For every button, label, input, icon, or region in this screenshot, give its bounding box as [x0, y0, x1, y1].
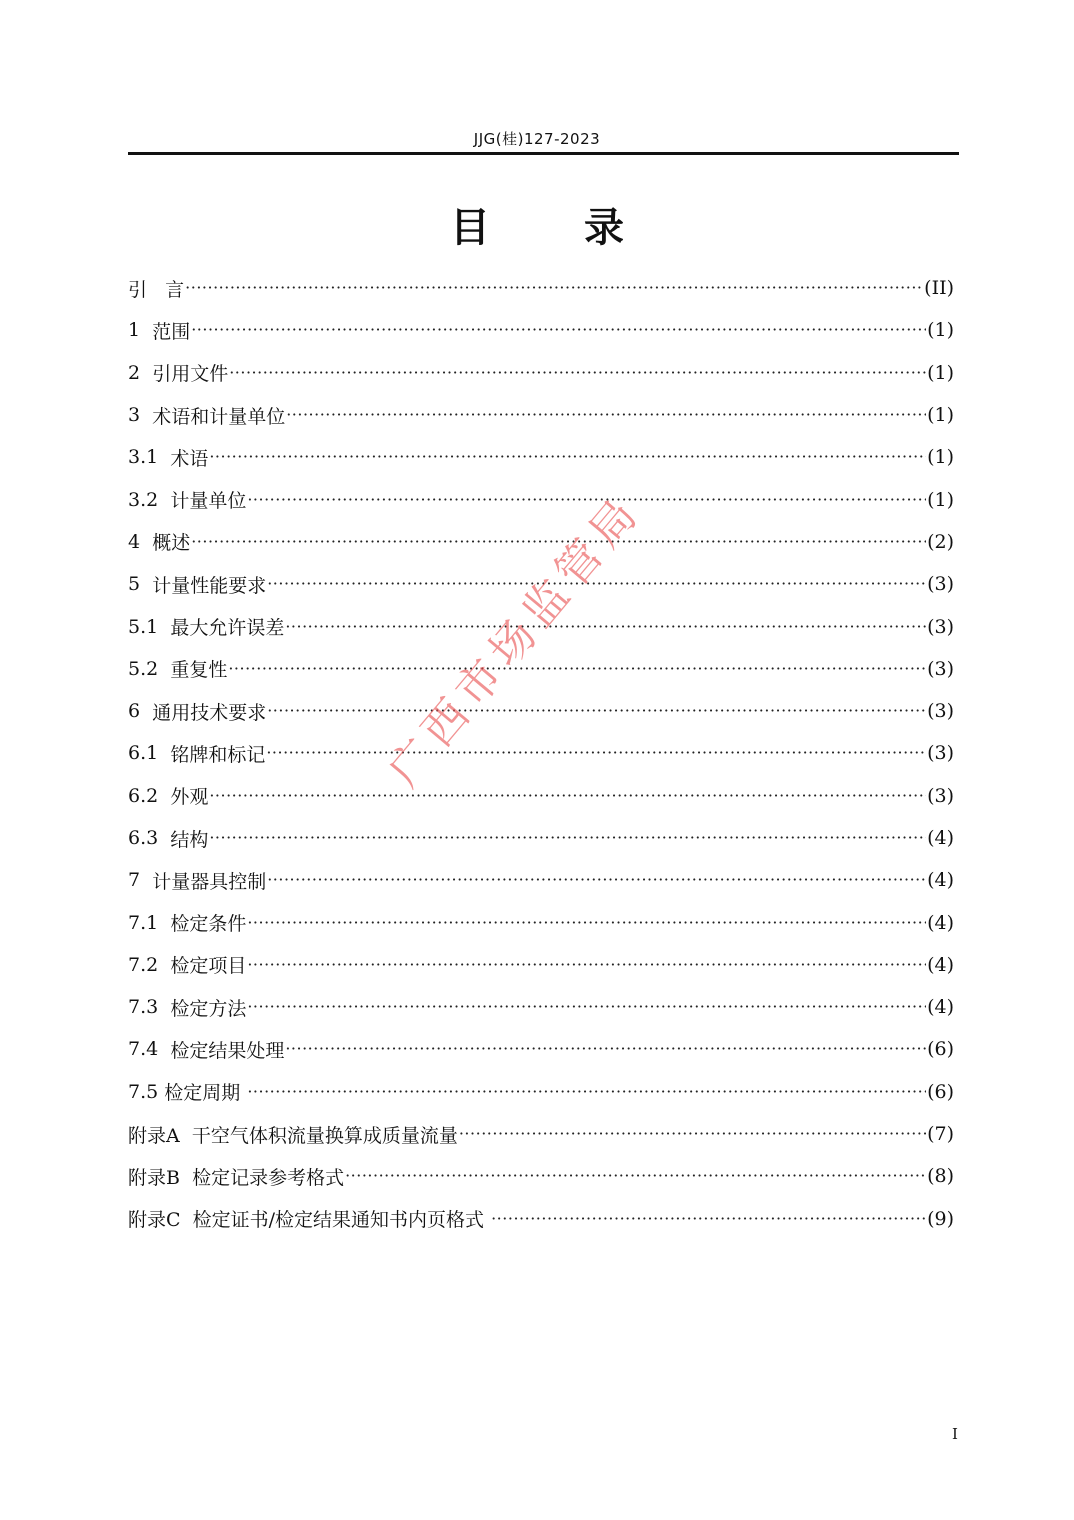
- toc-dot-leader: [209, 449, 926, 465]
- toc-entry-spacer: [158, 996, 170, 1018]
- toc-entry-number: 6: [128, 700, 141, 723]
- toc-entry[interactable]: [128, 352, 954, 394]
- table-of-contents: [128, 267, 954, 1240]
- toc-entry-page: (1): [927, 319, 954, 342]
- toc-entry[interactable]: [128, 775, 954, 817]
- toc-entry-page: (3): [927, 573, 954, 596]
- toc-dot-leader: [267, 872, 926, 888]
- toc-entry-number: 7.2: [128, 953, 159, 976]
- toc-entry-number: 7: [128, 869, 141, 892]
- toc-dot-leader: [247, 999, 926, 1015]
- toc-entry-number: 6.2: [128, 784, 159, 807]
- toc-entry-page: (1): [927, 404, 954, 427]
- toc-entry-page: (II): [924, 277, 954, 300]
- toc-entry-page: (3): [927, 700, 954, 723]
- toc-entry-page: (2): [927, 530, 954, 553]
- toc-entry-number: 7.5: [128, 1080, 159, 1103]
- toc-entry-title: 计量性能要求: [152, 574, 267, 597]
- toc-dot-leader: [459, 1126, 926, 1142]
- toc-entry-spacer: [181, 1208, 193, 1230]
- toc-entry-title: 言: [165, 278, 185, 301]
- toc-entry-page: (6): [927, 1080, 954, 1103]
- toc-entry-number: 引: [128, 278, 148, 301]
- toc-entry[interactable]: [128, 690, 954, 732]
- toc-entry[interactable]: [128, 944, 954, 986]
- toc-entry-title: 检定方法: [170, 997, 247, 1020]
- toc-entry-title: 检定记录参考格式: [192, 1166, 345, 1189]
- toc-entry-number: 5: [128, 573, 141, 596]
- toc-entry-spacer: [158, 446, 170, 468]
- toc-entry-page: (1): [927, 446, 954, 469]
- toc-entry[interactable]: [128, 436, 954, 478]
- toc-entry-page: (4): [927, 953, 954, 976]
- toc-entry[interactable]: [128, 1071, 954, 1113]
- toc-entry-title: 干空气体积流量换算成质量流量: [191, 1124, 458, 1147]
- toc-entry-spacer: [140, 362, 152, 384]
- toc-entry[interactable]: [128, 648, 954, 690]
- toc-dot-leader: [285, 619, 926, 635]
- toc-entry-title: 重复性: [170, 659, 228, 682]
- toc-entry[interactable]: [128, 1198, 954, 1240]
- toc-entry-number: 3: [128, 404, 141, 427]
- toc-entry-number: 3.2: [128, 488, 159, 511]
- toc-dot-leader: [191, 534, 926, 550]
- toc-entry-spacer: [140, 531, 152, 553]
- toc-entry-page: (1): [927, 488, 954, 511]
- toc-entry-page: (3): [927, 615, 954, 638]
- toc-entry-number: 7.1: [128, 911, 159, 934]
- toc-dot-leader: [267, 703, 926, 719]
- toc-entry[interactable]: [128, 732, 954, 774]
- document-code: JJG(桂)127-2023: [473, 130, 601, 148]
- toc-entry-spacer: [158, 742, 170, 764]
- toc-entry-number: 7.4: [128, 1038, 159, 1061]
- toc-entry-spacer: [158, 954, 170, 976]
- toc-entry-number: 5.2: [128, 657, 159, 680]
- toc-entry-page: (9): [927, 1207, 954, 1230]
- watermark-stamp: 广西市场监管局: [378, 484, 652, 797]
- toc-entry-spacer: [158, 489, 170, 511]
- toc-entry-title: 引用文件: [152, 363, 229, 386]
- toc-entry[interactable]: [128, 309, 954, 351]
- toc-entry-title: 术语和计量单位: [152, 405, 286, 428]
- toc-entry-spacer: [158, 912, 170, 934]
- toc-entry[interactable]: [128, 267, 954, 309]
- toc-entry-number: 附录B: [128, 1166, 180, 1189]
- toc-entry-title: 检定项目: [170, 955, 247, 978]
- toc-entry-spacer: [158, 1038, 170, 1060]
- toc-entry-number: 6.3: [128, 827, 159, 849]
- toc-entry-number: 6.1: [128, 742, 159, 765]
- toc-entry-title: 计量器具控制: [152, 870, 267, 893]
- toc-dot-leader: [191, 322, 926, 338]
- toc-dot-leader: [247, 1084, 926, 1100]
- toc-entry-number: 4: [128, 530, 141, 553]
- toc-dot-leader: [491, 1211, 926, 1227]
- toc-entry[interactable]: [128, 986, 954, 1028]
- toc-entry[interactable]: [128, 605, 954, 647]
- toc-entry-title: 术语: [170, 447, 209, 470]
- toc-entry-title: 检定条件: [170, 913, 247, 936]
- toc-entry-page: (6): [927, 1038, 954, 1061]
- toc-entry-spacer: [158, 616, 170, 638]
- toc-entry[interactable]: [128, 859, 954, 901]
- toc-entry-spacer: [140, 319, 152, 341]
- toc-entry-page: (3): [927, 784, 954, 807]
- toc-entry-title: 通用技术要求: [152, 701, 267, 724]
- toc-dot-leader: [247, 492, 926, 508]
- toc-entry-title: 检定周期: [164, 1082, 247, 1105]
- toc-entry-title: 检定结果处理: [170, 1039, 285, 1062]
- toc-entry-spacer: [140, 573, 152, 595]
- toc-entry-number: 附录A: [128, 1124, 180, 1147]
- toc-entry-title: 检定证书/检定结果通知书内页格式: [192, 1209, 491, 1232]
- toc-entry-number: 3.1: [128, 446, 159, 469]
- toc-entry-spacer: [140, 404, 152, 426]
- toc-dot-leader: [209, 788, 926, 804]
- toc-dot-leader: [345, 1168, 926, 1184]
- toc-entry-title: 最大允许误差: [170, 617, 285, 640]
- toc-entry-title: 计量单位: [170, 490, 247, 513]
- toc-entry-spacer: [180, 1123, 192, 1145]
- toc-dot-leader: [185, 280, 923, 296]
- page-title: 目 录: [450, 204, 664, 251]
- toc-entry-spacer: [158, 658, 170, 680]
- toc-entry[interactable]: [128, 1155, 954, 1197]
- toc-entry[interactable]: [128, 1113, 954, 1155]
- toc-entry-number: 1: [128, 319, 141, 342]
- toc-entry-number: 2: [128, 361, 141, 384]
- toc-entry-page: (3): [927, 742, 954, 765]
- header-rule: [128, 152, 959, 155]
- toc-entry-number: 5.1: [128, 615, 159, 638]
- toc-entry-page: (4): [927, 827, 954, 849]
- toc-dot-leader: [267, 576, 926, 592]
- toc-entry-number: 附录C: [128, 1209, 181, 1232]
- toc-entry[interactable]: [128, 521, 954, 563]
- toc-entry-page: (4): [927, 911, 954, 934]
- toc-entry-page: (4): [927, 996, 954, 1019]
- toc-dot-leader: [286, 407, 926, 423]
- toc-entry-spacer: [158, 785, 170, 807]
- toc-entry-spacer: [140, 869, 152, 891]
- toc-entry-page: (8): [927, 1165, 954, 1188]
- toc-entry-spacer: [140, 700, 152, 722]
- toc-dot-leader: [247, 957, 926, 973]
- toc-entry-number: 7.3: [128, 996, 159, 1019]
- toc-entry[interactable]: [128, 901, 954, 943]
- toc-dot-leader: [285, 1041, 926, 1057]
- toc-entry-page: (1): [927, 361, 954, 384]
- toc-entry[interactable]: [128, 1028, 954, 1070]
- toc-entry-spacer: [158, 827, 170, 849]
- toc-entry-page: (7): [927, 1123, 954, 1146]
- toc-entry-title: 外观: [170, 786, 209, 809]
- toc-entry[interactable]: [128, 563, 954, 605]
- toc-dot-leader: [247, 915, 926, 931]
- toc-entry-title: 概述: [152, 532, 191, 555]
- toc-entry-spacer: [147, 277, 165, 299]
- toc-dot-leader: [209, 830, 926, 846]
- toc-entry-title: 范围: [152, 320, 191, 343]
- toc-entry-page: (4): [927, 869, 954, 892]
- toc-entry[interactable]: [128, 817, 954, 859]
- toc-entry-title: 铭牌和标记: [170, 743, 266, 766]
- toc-entry[interactable]: [128, 478, 954, 520]
- toc-dot-leader: [228, 661, 926, 677]
- toc-entry[interactable]: [128, 394, 954, 436]
- toc-entry-page: (3): [927, 657, 954, 680]
- page-number: I: [952, 1425, 958, 1443]
- toc-entry-title: 结构: [170, 828, 209, 851]
- toc-dot-leader: [266, 745, 926, 761]
- toc-dot-leader: [229, 365, 926, 381]
- toc-entry-spacer: [180, 1165, 192, 1187]
